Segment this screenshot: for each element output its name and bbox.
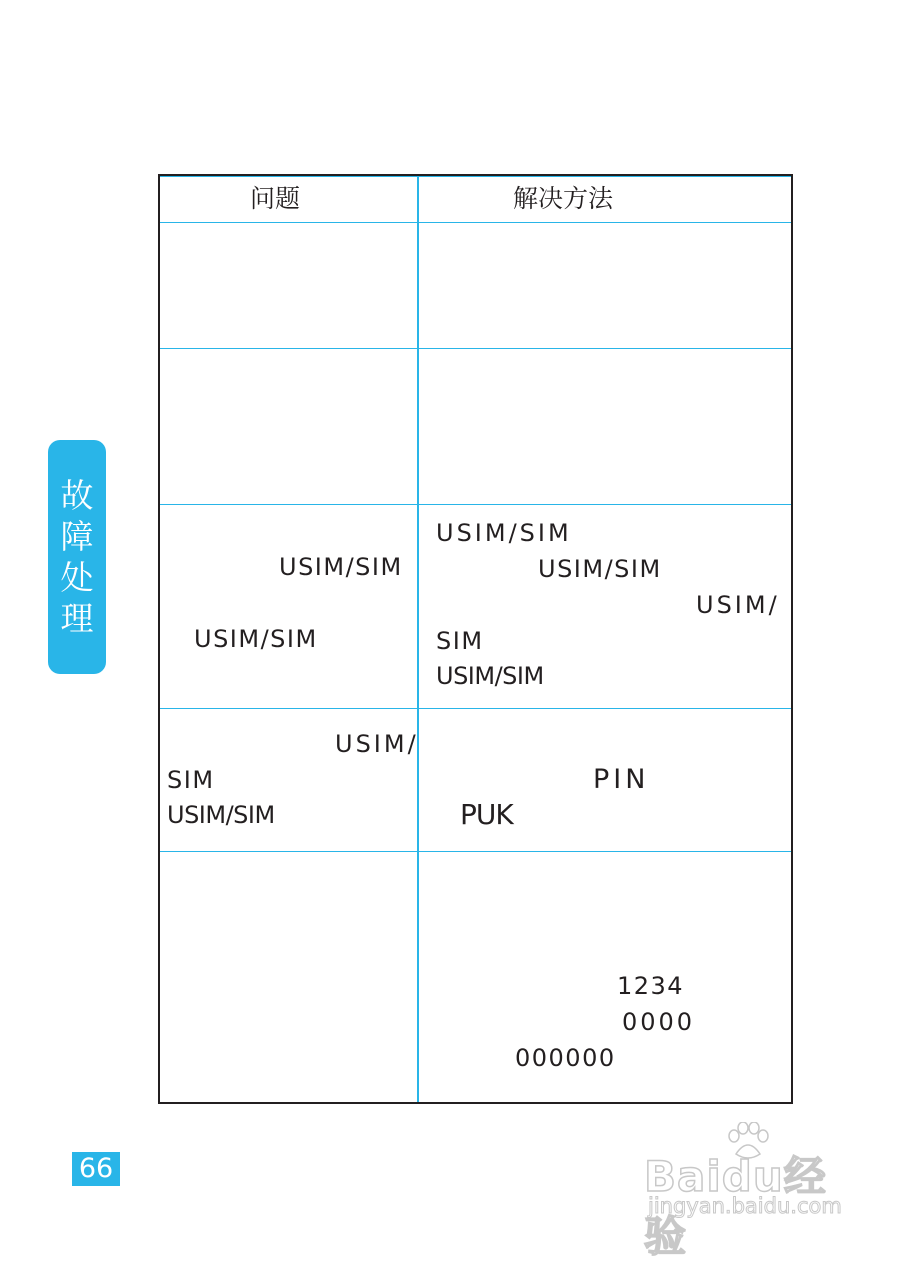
problem-text: SIM: [167, 766, 215, 794]
watermark-brand: Baidu经验: [644, 1152, 827, 1261]
solution-text: USIM/: [696, 591, 780, 619]
table-row: [160, 222, 791, 349]
page-number: 66: [72, 1152, 120, 1186]
section-tab-char: 故: [60, 476, 94, 515]
solution-text: SIM: [436, 627, 484, 655]
problem-text: USIM/: [335, 730, 419, 758]
table-row: [160, 348, 791, 505]
section-tab: [48, 440, 106, 674]
problem-text: USIM/SIM: [167, 801, 275, 829]
problem-text: USIM/SIM: [194, 625, 318, 653]
solution-text: USIM/SIM: [436, 519, 572, 547]
table-row: [160, 708, 791, 852]
table-row: [160, 851, 791, 1103]
header-solution: 解决方法: [513, 184, 614, 213]
solution-text: USIM/SIM: [538, 555, 662, 583]
section-tab-char: 处: [60, 558, 94, 597]
watermark-url: jingyan.baidu.com: [648, 1194, 842, 1218]
solution-text: PUK: [460, 798, 513, 831]
table-header-row: [160, 176, 791, 223]
solution-text: 0000: [622, 1008, 696, 1036]
problem-text: USIM/SIM: [279, 553, 403, 581]
section-tab-char: 理: [60, 599, 94, 638]
solution-text: 1234: [617, 972, 685, 1000]
section-tab-char: 障: [60, 517, 94, 556]
header-problem: 问题: [250, 184, 301, 213]
troubleshooting-table: [158, 174, 793, 1104]
table-row: [160, 504, 791, 709]
solution-text: 000000: [515, 1044, 616, 1072]
baidu-watermark: [644, 1122, 854, 1261]
solution-text: PIN: [593, 764, 650, 795]
solution-text: USIM/SIM: [436, 662, 544, 690]
